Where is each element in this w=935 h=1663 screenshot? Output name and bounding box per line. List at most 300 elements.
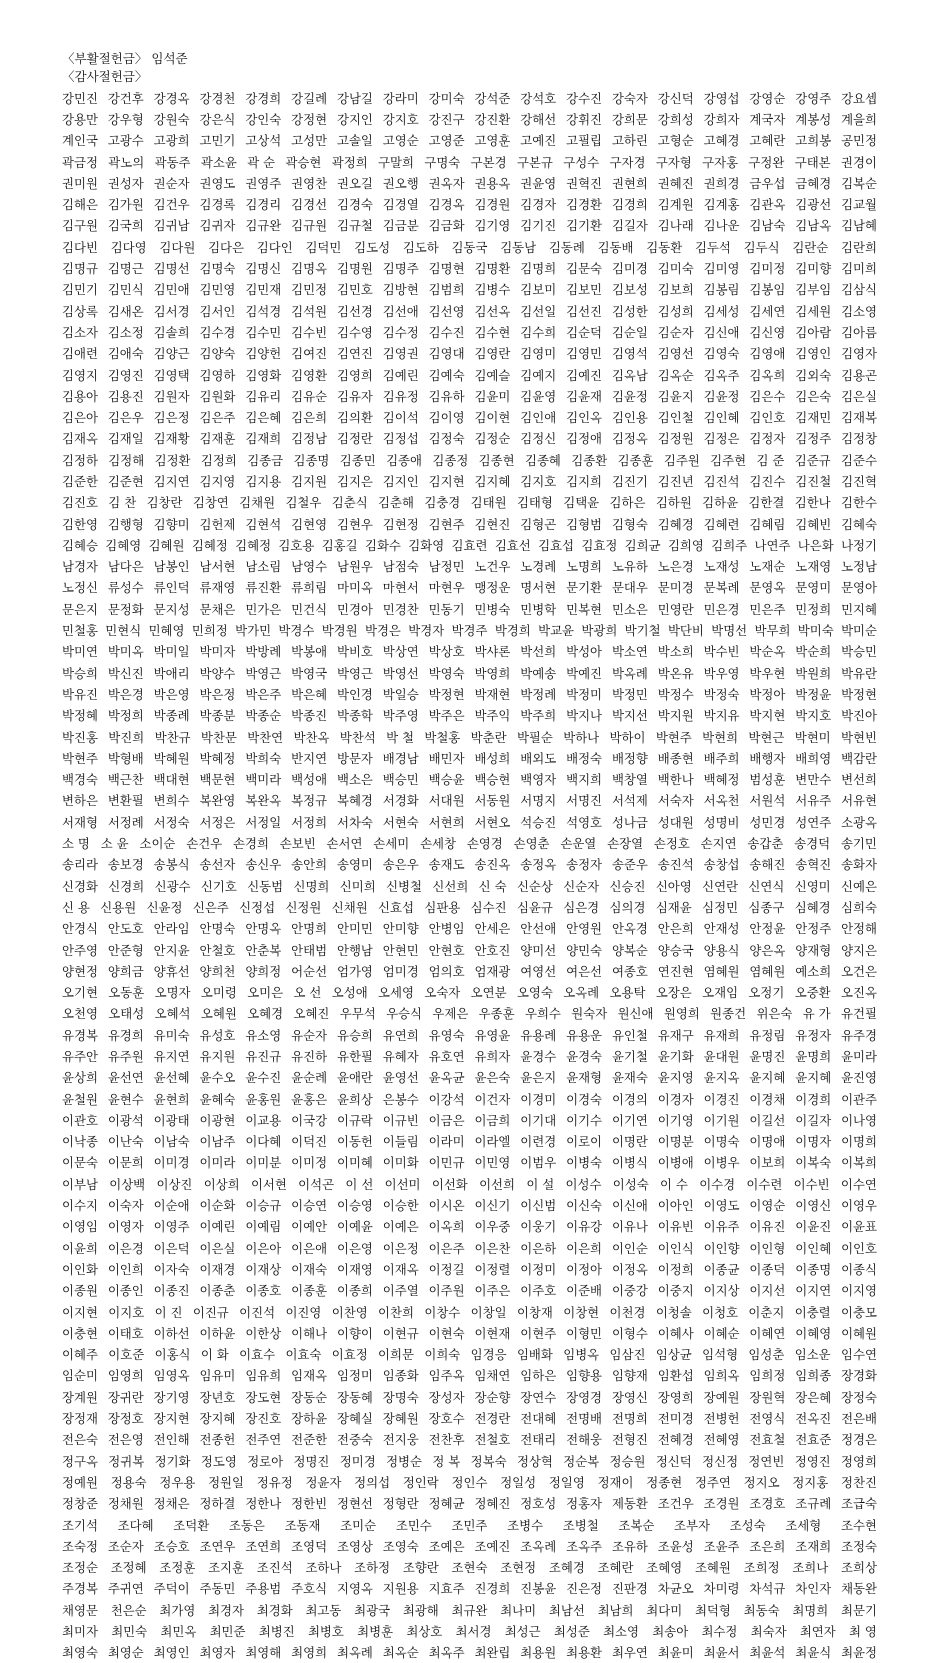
donor-name: 이혜원: [841, 1325, 877, 1341]
donor-name: 이재경: [199, 1261, 236, 1277]
donor-name: 장도현: [245, 1389, 282, 1405]
donor-name: 민정희: [795, 601, 832, 617]
donor-name: 심재윤: [655, 899, 692, 915]
donor-name: 김경숙: [336, 197, 373, 213]
donor-name: 김솔희: [153, 324, 190, 340]
donor-name: 손건우: [186, 836, 223, 852]
donor-name: 김다영: [110, 239, 147, 255]
donor-name: 노재순: [749, 559, 786, 575]
donor-name: 이현규: [382, 1325, 419, 1341]
donor-name: 구자형: [655, 154, 692, 170]
donor-name: 장귀란: [107, 1389, 144, 1405]
resurrection-offering-heading: 〈부활절헌금〉: [62, 51, 148, 66]
donor-name: 박유진: [62, 686, 98, 702]
donor-name: 김행형: [107, 516, 144, 532]
donor-name: 이창일: [470, 1304, 507, 1320]
name-row: [62, 1642, 877, 1663]
donor-name: 김정신: [520, 431, 557, 447]
donor-name: 박희숙: [245, 750, 282, 766]
donor-name: 장영경: [566, 1389, 603, 1405]
donor-name: 김창란: [146, 495, 183, 511]
donor-name: 김보민: [566, 282, 603, 298]
donor-name: 이영임: [62, 1219, 98, 1235]
donor-name: 권영도: [199, 175, 236, 191]
donor-name: 유경복: [62, 1027, 98, 1043]
donor-name: 김진철: [795, 473, 832, 489]
donor-name: 박상호: [428, 644, 465, 660]
donor-name: 신영미: [794, 878, 831, 894]
name-row: [62, 406, 877, 427]
donor-name: 박종순: [245, 708, 282, 724]
donor-name: 전찬후: [428, 1432, 465, 1448]
donor-name: 조은희: [749, 1538, 786, 1554]
donor-name: 최명희: [792, 1602, 829, 1618]
donor-name: 양재형: [795, 942, 832, 958]
donor-name: 조희나: [792, 1560, 829, 1576]
donor-name: 권오행: [382, 175, 419, 191]
donor-name: 김정환: [154, 452, 191, 468]
donor-name: 유연희: [382, 1027, 419, 1043]
donor-name: 김지용: [245, 473, 282, 489]
name-row: [62, 1471, 877, 1492]
donor-name: 전혜경: [657, 1432, 694, 1448]
name-row: [62, 1322, 877, 1343]
donor-name: 배정향: [611, 750, 648, 766]
donor-name: 고솔일: [336, 133, 373, 149]
donor-name: 김경원: [474, 197, 511, 213]
donor-name: 고혜란: [749, 133, 786, 149]
donor-name: 고필립: [566, 133, 603, 149]
donor-name: 김은수: [749, 388, 786, 404]
donor-name: 김민호: [336, 282, 373, 298]
donor-name: 박정희: [107, 708, 144, 724]
donor-name: 김민애: [153, 282, 190, 298]
donor-name: 최옥주: [428, 1645, 465, 1661]
donor-name: 차균오: [657, 1581, 694, 1597]
donor-name: 박진홍: [62, 729, 98, 745]
donor-name: 최경자: [208, 1602, 244, 1618]
donor-name: 박소희: [657, 644, 694, 660]
donor-name: 김영하: [199, 367, 236, 383]
donor-name: 김명현: [428, 261, 465, 277]
name-row: [62, 556, 877, 577]
donor-name: 박혜원: [153, 750, 190, 766]
donor-name: 최가영: [159, 1602, 196, 1618]
donor-name: 김화수: [364, 537, 401, 553]
donor-name: 정혜균: [428, 1496, 465, 1512]
donor-name: 박미일: [153, 644, 190, 660]
donor-name: 조현정: [500, 1560, 537, 1576]
donor-name: 송해진: [749, 857, 786, 873]
donor-name: 박소연: [611, 644, 648, 660]
donor-name: 박종진: [291, 708, 328, 724]
name-row: [62, 87, 877, 108]
donor-name: 김선진: [566, 303, 603, 319]
donor-name: 최숙자: [750, 1624, 787, 1640]
donor-name: 박경자: [408, 623, 445, 639]
donor-name: 김미경: [611, 261, 648, 277]
donor-name: 임석형: [702, 1347, 739, 1363]
donor-name: 이하선: [153, 1325, 190, 1341]
donor-name: 서동원: [474, 793, 511, 809]
donor-name: 배성희: [474, 750, 511, 766]
donor-name: 정구옥: [62, 1453, 98, 1469]
donor-name: 김윤미: [474, 388, 511, 404]
donor-name: 계을희: [841, 111, 877, 127]
donor-name: 진판경: [611, 1581, 648, 1597]
donor-name: 남다은: [107, 559, 144, 575]
donor-name: 정의섭: [354, 1474, 391, 1490]
donor-name: 임향재: [611, 1368, 648, 1384]
donor-name: 계인국: [62, 133, 98, 149]
donor-name: 김소자: [62, 324, 98, 340]
donor-name: 박주은: [428, 708, 465, 724]
donor-name: 양승국: [657, 942, 694, 958]
donor-name: 문은지: [62, 601, 98, 617]
donor-name: 문대우: [611, 580, 648, 596]
donor-name: 김예슬: [474, 367, 511, 383]
donor-name: 조부자: [674, 1517, 710, 1533]
donor-name: 김혜숙: [841, 516, 877, 532]
donor-name: 김민영: [199, 282, 236, 298]
donor-name: 유진규: [245, 1049, 282, 1064]
donor-name: 김금분: [382, 218, 419, 234]
donor-name: 이인희: [107, 1261, 144, 1277]
donor-name: 김애련: [62, 346, 98, 362]
donor-name: 이정옥: [611, 1261, 648, 1277]
donor-name: 곽동주: [154, 154, 191, 170]
donor-name: 박주익: [474, 708, 511, 724]
donor-name: 위은숙: [756, 1006, 793, 1022]
donor-name: 김창연: [192, 495, 229, 511]
donor-name: 이수빈: [793, 1176, 830, 1192]
donor-name: 신정원: [285, 899, 322, 915]
name-row: [62, 1386, 877, 1407]
donor-name: 안정윤: [749, 921, 786, 937]
donor-name: 장정숙: [841, 1389, 877, 1405]
donor-name: 이금은: [428, 1112, 465, 1128]
donor-name: 이미화: [382, 1155, 419, 1171]
donor-name: 이하윤: [199, 1325, 236, 1341]
donor-name: 김규완: [245, 218, 282, 234]
donor-name: 이문희: [107, 1155, 144, 1171]
donor-name: 성민경: [749, 814, 786, 830]
donor-name: 김홍길: [321, 537, 358, 553]
donor-name: 윤지옥: [703, 1070, 740, 1086]
donor-name: 문미경: [657, 580, 694, 596]
donor-name: 김영선: [657, 346, 694, 362]
donor-name: 이승규: [245, 1198, 282, 1214]
donor-name: 양미선: [520, 942, 557, 958]
donor-name: 안태범: [291, 942, 328, 958]
name-row: [62, 1556, 877, 1577]
donor-name: 이은덕: [153, 1240, 190, 1256]
donor-name: 지영옥: [336, 1581, 373, 1597]
donor-name: 박영국: [291, 665, 328, 681]
donor-name: 박영근: [336, 665, 373, 681]
donor-name: 고성만: [291, 133, 328, 149]
donor-name: 손영춘: [513, 836, 550, 852]
donor-name: 김두석: [694, 239, 731, 255]
donor-name: 김종훈: [617, 452, 654, 468]
donor-name: 신명희: [293, 878, 330, 894]
donor-name: 민은경: [703, 601, 740, 617]
donor-name: 이낙종: [62, 1134, 98, 1150]
donor-name: 남정민: [428, 559, 465, 575]
donor-name: 김나운: [703, 218, 740, 234]
donor-name: 유지연: [153, 1049, 190, 1064]
donor-name: 송재도: [428, 857, 465, 873]
donor-name: 박지현: [749, 708, 786, 724]
donor-name: 강은식: [199, 111, 236, 127]
donor-name: 정복숙: [470, 1453, 507, 1469]
name-row: [62, 1024, 877, 1045]
donor-name: 김현석: [245, 516, 282, 532]
donor-name: 이병애: [657, 1155, 694, 1171]
donor-name: 조진석: [256, 1560, 293, 1576]
donor-name: 김관옥: [749, 197, 786, 213]
donor-name: 박미숙: [797, 623, 834, 639]
donor-name: 조영숙: [382, 1538, 419, 1554]
donor-name: 어순선: [291, 963, 328, 979]
donor-name: 박단비: [667, 623, 704, 639]
donor-name: 강길례: [291, 90, 328, 106]
donor-name: 전효준: [795, 1432, 832, 1448]
name-row: [62, 1152, 877, 1173]
donor-name: 조다혜: [117, 1517, 154, 1533]
donor-name: 박은경: [107, 686, 144, 702]
donor-name: 최남희: [597, 1602, 634, 1618]
donor-name: 신용원: [100, 899, 137, 915]
donor-name: 전지웅: [382, 1432, 419, 1448]
donor-name: 김예린: [382, 367, 419, 383]
donor-name: 박영선: [382, 665, 419, 681]
donor-name: 김영환: [291, 367, 328, 383]
donor-name: 오성애: [331, 985, 368, 1001]
donor-name: 강남길: [336, 90, 373, 106]
name-row: [62, 1407, 877, 1428]
donor-name: 정신정: [702, 1453, 739, 1469]
donor-name: 이유강: [566, 1219, 603, 1235]
donor-name: 이지호: [108, 1304, 145, 1320]
donor-name: 김효정: [581, 537, 618, 553]
donor-name: 유진하: [291, 1049, 328, 1064]
donor-name: 이서현: [250, 1176, 287, 1192]
name-row: [62, 662, 877, 683]
donor-name: 오진옥: [841, 985, 877, 1001]
donor-name: 김순덕: [566, 324, 603, 340]
donor-name: 백영자: [520, 772, 557, 788]
donor-name: 이중지: [657, 1283, 694, 1299]
donor-name: 구자홍: [702, 154, 739, 170]
donor-name: 최윤미: [657, 1645, 694, 1661]
donor-name: 김재일: [107, 431, 144, 447]
donor-name: 변하은: [62, 793, 98, 809]
donor-name: 양현정: [62, 963, 98, 979]
donor-name: 이형민: [566, 1325, 603, 1341]
donor-name: 이신숙: [566, 1198, 603, 1214]
donor-name: 박양수: [199, 665, 236, 681]
donor-name: 김아람: [795, 324, 832, 340]
donor-name: 김영숙: [703, 346, 740, 362]
donor-name: 정창준: [62, 1496, 98, 1512]
donor-name: 최서경: [455, 1624, 492, 1640]
donor-name: 나은화: [797, 537, 834, 553]
donor-name: 김명근: [107, 261, 144, 277]
donor-name: 이명분: [657, 1134, 694, 1150]
donor-name: 김유정: [382, 388, 419, 404]
donor-name: 윤경수: [520, 1049, 557, 1064]
donor-name: 정일성: [500, 1474, 537, 1490]
donor-name: 신채원: [331, 899, 368, 915]
donor-name: 장혜원: [382, 1411, 419, 1427]
donor-name: 김명신: [245, 261, 282, 277]
donor-name: 이지상: [703, 1283, 740, 1299]
donor-name: 박원희: [795, 665, 832, 681]
donor-name: 조규례: [795, 1496, 832, 1512]
donor-name: 김봉림: [703, 282, 740, 298]
donor-name: 조정훈: [159, 1560, 196, 1576]
donor-name: 김경록: [199, 197, 236, 213]
donor-name: 강원숙: [153, 111, 190, 127]
donor-name: 이기대: [520, 1112, 557, 1128]
donor-name: 유용운: [566, 1027, 603, 1043]
donor-name: 우승식: [386, 1006, 422, 1022]
donor-name: 최규완: [451, 1602, 488, 1618]
donor-name: 조병철: [562, 1517, 599, 1533]
donor-name: 송창섭: [703, 857, 740, 873]
name-row: [62, 1109, 877, 1130]
donor-name: 장호수: [428, 1411, 465, 1427]
donor-name: 박정민: [611, 686, 648, 702]
donor-name: 윤재숙: [611, 1070, 648, 1086]
donor-name: 이유주: [703, 1219, 740, 1235]
donor-name: 이순애: [153, 1198, 190, 1214]
donor-name: 오기현: [62, 985, 98, 1001]
donor-name: 김이영: [428, 410, 465, 426]
donor-name: 조향란: [402, 1560, 439, 1576]
donor-name: 김준수: [841, 452, 877, 468]
donor-name: 이종덕: [749, 1261, 786, 1277]
donor-name: 이문숙: [62, 1155, 98, 1171]
donor-name: 전종헌: [199, 1432, 236, 1448]
donor-name: 박순희: [795, 644, 832, 660]
donor-name: 조윤성: [657, 1538, 694, 1554]
donor-name: 이병우: [703, 1155, 740, 1171]
donor-name: 김종혜: [524, 452, 561, 468]
donor-name: 이인형: [749, 1240, 786, 1256]
donor-name: 여종호: [611, 963, 648, 979]
donor-name: 김서인: [199, 303, 236, 319]
donor-name: 마현우: [428, 580, 465, 596]
donor-name: 이병식: [611, 1155, 648, 1171]
donor-name: 박광희: [581, 623, 618, 639]
donor-name: 윤현희: [153, 1091, 190, 1107]
donor-name: 고혜경: [703, 133, 740, 149]
donor-name: 공민정: [841, 133, 877, 149]
donor-name: 이수련: [746, 1176, 783, 1192]
donor-name: 김예지: [520, 367, 557, 383]
donor-name: 정순복: [563, 1453, 600, 1469]
donor-name: 이명란: [611, 1134, 648, 1150]
donor-name: 김수정: [382, 324, 419, 340]
donor-name: 여영선: [520, 963, 557, 979]
donor-name: 노재영: [795, 559, 832, 575]
donor-name: 이찬영: [331, 1304, 368, 1320]
donor-name: 전영식: [749, 1411, 786, 1427]
donor-name: 서대원: [428, 793, 465, 809]
donor-name: 이준배: [566, 1283, 603, 1299]
name-row: [62, 492, 877, 513]
donor-name: 김은실: [841, 388, 877, 404]
donor-name: 이재옥: [382, 1261, 419, 1277]
donor-name: 조민수: [395, 1517, 432, 1533]
donor-name: 김다은: [208, 239, 244, 255]
donor-name: 조수현: [840, 1517, 877, 1533]
donor-name: 장진호: [245, 1411, 282, 1427]
donor-name: 박신진: [107, 665, 144, 681]
donor-name: 최광국: [354, 1602, 391, 1618]
donor-name: 장정재: [62, 1411, 98, 1427]
donor-name: 박하이: [609, 729, 646, 745]
donor-name: 정현선: [336, 1496, 373, 1512]
donor-name: 이명숙: [703, 1134, 740, 1150]
donor-name: 김한영: [62, 516, 98, 532]
donor-name: 정지오: [743, 1474, 780, 1490]
donor-name: 전주연: [245, 1432, 282, 1448]
donor-name: 임상균: [655, 1347, 692, 1363]
donor-name: 조급숙: [841, 1496, 877, 1512]
donor-name: 고상석: [245, 133, 282, 149]
donor-name: 박종학: [336, 708, 373, 724]
donor-name: 이교용: [245, 1112, 282, 1128]
donor-name: 김병수: [474, 282, 511, 298]
donor-name: 조세형: [785, 1517, 822, 1533]
donor-name: 김정해: [108, 452, 145, 468]
donor-name: 박예진: [566, 665, 603, 681]
donor-name: 최동숙: [743, 1602, 780, 1618]
donor-name: 이혜주: [62, 1347, 98, 1363]
donor-name: 이혜사: [657, 1325, 694, 1341]
donor-name: 양희천: [199, 963, 236, 979]
donor-name: 김선옥: [474, 303, 511, 319]
donor-name: 강석호: [520, 90, 557, 106]
donor-name: 이홍식: [154, 1347, 191, 1363]
donor-name: 심의경: [609, 899, 646, 915]
donor-name: 오미령: [200, 985, 237, 1001]
donor-name: 최송아: [652, 1624, 689, 1640]
resurrection-offering-line: [62, 50, 877, 68]
name-row: [62, 1258, 877, 1279]
donor-name: 손보빈: [279, 836, 316, 852]
donor-name: 김수현: [474, 324, 511, 340]
donor-name: 김정자: [749, 431, 786, 447]
name-row: [62, 1301, 877, 1322]
donor-name: 백혜정: [703, 772, 740, 788]
donor-name: 김택윤: [563, 495, 600, 511]
donor-name: 이기원: [703, 1112, 740, 1128]
donor-name: 박정현: [428, 686, 465, 702]
donor-name: 이시온: [428, 1198, 465, 1214]
donor-name: 정인수: [451, 1474, 488, 1490]
donor-name: 오혜경: [247, 1006, 284, 1022]
donor-name: 윤지혜: [795, 1070, 832, 1086]
donor-name: 신승진: [609, 878, 646, 894]
donor-name: 성나금: [611, 814, 648, 830]
donor-name: 김남혜: [841, 218, 877, 234]
donor-name: 남소림: [245, 559, 282, 575]
donor-name: 소이순: [139, 836, 176, 852]
